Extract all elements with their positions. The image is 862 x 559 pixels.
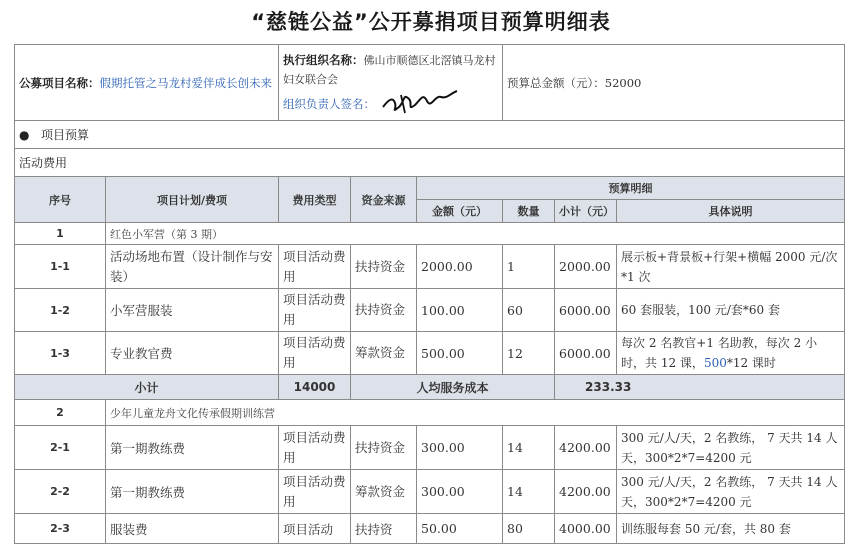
per-capita-value: 233.33 <box>555 375 845 400</box>
row-item: 活动场地布置（设计制作与安装） <box>106 245 279 289</box>
row-qty: 14 <box>503 426 555 470</box>
row-source: 筹款资金 <box>351 332 417 375</box>
row-qty: 1 <box>503 245 555 289</box>
project-name-cell <box>15 45 279 121</box>
activity-row <box>15 149 845 177</box>
row-subtotal: 6000.00 <box>555 289 617 332</box>
budget-table <box>14 44 845 544</box>
table-row <box>15 426 845 470</box>
org-name: 佛山市顺德区北滘镇马龙村妇女联合会 <box>283 54 496 86</box>
table-row <box>15 332 845 375</box>
project-label: 公募项目名称： <box>19 75 100 90</box>
project-name: 假期托管之马龙村爱伴成长创未来 <box>99 75 272 90</box>
row-qty: 80 <box>503 514 555 544</box>
budget-total-cell <box>503 45 845 121</box>
header-item: 项目计划/费项 <box>106 177 279 223</box>
row-subtotal: 4200.00 <box>555 470 617 514</box>
row-type: 项目活动费用 <box>279 470 351 514</box>
row-seq: 2-2 <box>15 470 106 514</box>
row-type: 项目活动 <box>279 514 351 544</box>
row-type: 项目活动费用 <box>279 332 351 375</box>
row-subtotal: 6000.00 <box>555 332 617 375</box>
row-desc-text: 每次 2 名教官+1 名助教，每次 2 小时，共 12 课， <box>621 336 818 370</box>
org-cell <box>279 45 503 121</box>
row-seq: 1-2 <box>15 289 106 332</box>
row-amount: 50.00 <box>417 514 503 544</box>
row-source: 扶持资金 <box>351 245 417 289</box>
row-subtotal: 2000.00 <box>555 245 617 289</box>
budget-total-label: 预算总金额（元）： <box>507 75 605 90</box>
row-desc-highlight: 500 <box>703 356 727 370</box>
header-row-1 <box>15 177 845 200</box>
row-type: 项目活动费用 <box>279 426 351 470</box>
row-type: 项目活动费用 <box>279 245 351 289</box>
row-item: 第一期教练费 <box>106 470 279 514</box>
budget-total-value: 52000 <box>604 75 642 90</box>
row-desc-suffix: *12 课时 <box>726 356 776 370</box>
header-amount: 金额（元） <box>417 200 503 223</box>
group-seq: 1 <box>15 223 106 245</box>
row-desc: 展示板+背景板+行架+横幅 2000 元/次*1 次 <box>617 245 845 289</box>
section-budget-label: 项目预算 <box>40 128 89 142</box>
budget-sheet <box>14 44 844 544</box>
group-row-1 <box>15 223 845 245</box>
row-qty: 12 <box>503 332 555 375</box>
row-amount: 300.00 <box>417 470 503 514</box>
org-label: 执行组织名称： <box>283 53 364 67</box>
row-seq: 2-3 <box>15 514 106 544</box>
subtotal-row <box>15 375 845 400</box>
row-seq: 1-3 <box>15 332 106 375</box>
row-subtotal: 4200.00 <box>555 426 617 470</box>
signature-image <box>379 89 461 120</box>
row-amount: 100.00 <box>417 289 503 332</box>
group-seq: 2 <box>15 400 106 426</box>
header-seq: 序号 <box>15 177 106 223</box>
row-qty: 60 <box>503 289 555 332</box>
row-amount: 300.00 <box>417 426 503 470</box>
group-name: 少年儿童龙舟文化传承假期训练营 <box>106 400 845 426</box>
per-capita-label: 人均服务成本 <box>351 375 555 400</box>
table-row <box>15 514 845 544</box>
page-title: “慈链公益”公开募捐项目预算明细表 <box>251 10 611 34</box>
activity-label: 活动费用 <box>15 149 845 177</box>
row-source: 扶持资 <box>351 514 417 544</box>
row-source: 筹款资金 <box>351 470 417 514</box>
row-desc: 训练服每套 50 元/套，共 80 套 <box>617 514 845 544</box>
bullet-icon: ● <box>19 128 30 142</box>
row-qty: 14 <box>503 470 555 514</box>
row-seq: 2-1 <box>15 426 106 470</box>
subtotal-label: 小计 <box>15 375 279 400</box>
row-item: 服装费 <box>106 514 279 544</box>
header-detail: 预算明细 <box>417 177 845 200</box>
table-row <box>15 245 845 289</box>
header-desc: 具体说明 <box>617 200 845 223</box>
row-source: 扶持资金 <box>351 426 417 470</box>
row-type: 项目活动费用 <box>279 289 351 332</box>
header-qty: 数量 <box>503 200 555 223</box>
group-name: 红色小军营（第 3 期） <box>106 223 845 245</box>
header-source: 资金来源 <box>351 177 417 223</box>
row-item: 小军营服装 <box>106 289 279 332</box>
row-item: 第一期教练费 <box>106 426 279 470</box>
row-desc: 60 套服装，100 元/套*60 套 <box>617 289 845 332</box>
row-amount: 2000.00 <box>417 245 503 289</box>
row-desc: 300 元/人/天，2 名教练， 7 天共 14 人天，300*2*7=4200 元 <box>617 426 845 470</box>
info-row <box>15 45 845 121</box>
group-row-2 <box>15 400 845 426</box>
row-subtotal: 4000.00 <box>555 514 617 544</box>
row-amount: 500.00 <box>417 332 503 375</box>
header-type: 费用类型 <box>279 177 351 223</box>
leader-label: 组织负责人签名： <box>283 97 375 111</box>
subtotal-value: 14000 <box>279 375 351 400</box>
row-desc <box>617 332 845 375</box>
table-row <box>15 470 845 514</box>
row-desc: 300 元/人/天，2 名教练， 7 天共 14 人天，300*2*7=4200 元 <box>617 470 845 514</box>
table-row <box>15 289 845 332</box>
row-source: 扶持资金 <box>351 289 417 332</box>
section-budget <box>15 121 845 149</box>
row-seq: 1-1 <box>15 245 106 289</box>
section-row <box>15 121 845 149</box>
header-subtotal: 小计（元） <box>555 200 617 223</box>
row-item: 专业教官费 <box>106 332 279 375</box>
